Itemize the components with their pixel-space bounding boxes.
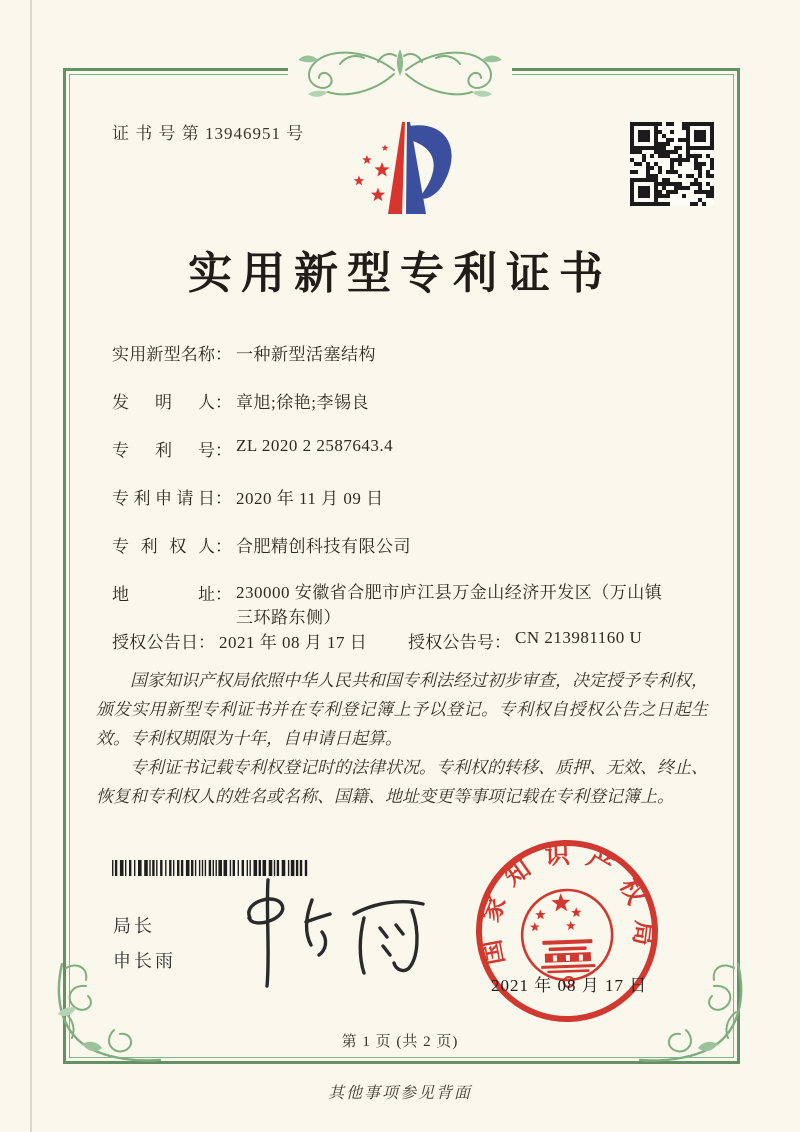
field-label: 授权公告日 <box>112 633 198 652</box>
field-value: ZL 2020 2 2587643.4 <box>236 436 394 455</box>
field-label: 发明人 <box>112 393 215 412</box>
field-value: 一种新型活塞结构 <box>236 345 376 364</box>
field-value <box>236 580 706 630</box>
field-colon: ： <box>215 345 232 364</box>
scan-edge-shadow <box>30 0 32 1132</box>
director-title: 局长 <box>113 916 155 936</box>
legal-paragraph-2: 专利证书记载专利权登记时的法律状况。专利权的转移、质押、无效、终止、恢复和专利权人的姓名或名称、国籍、地址变更等事项记载在专利登记簿上。 <box>96 758 708 806</box>
field-colon: ： <box>215 441 232 460</box>
field-row-utility-name <box>112 340 376 365</box>
certificate-number: 证 书 号 第 13946951 号 <box>112 124 305 143</box>
back-side-note: 其他事项参见背面 <box>327 1085 472 1102</box>
legal-text <box>96 666 708 811</box>
field-label: 专利申请日 <box>112 489 215 508</box>
field-label: 实用新型名称 <box>112 345 215 364</box>
official-seal <box>469 833 666 1030</box>
national-emblem-icon <box>529 892 596 974</box>
seal-date: 2021 年 08 月 17 日 <box>491 976 648 995</box>
field-colon: ： <box>215 393 232 412</box>
grant-number-value: CN 213981160 U <box>515 628 643 647</box>
field-row-patentee <box>112 532 411 557</box>
legal-paragraph-1: 国家知识产权局依照中华人民共和国专利法经过初步审查，决定授予专利权，颁发实用新型专利证书并在专利登记簿上予以登记。专利权自授权公告之日起生效。专利权期限为十年，自申请日起算。 <box>96 671 708 748</box>
address-line1: 230000 安徽省合肥市庐江县万金山经济开发区（万山镇 <box>236 583 663 602</box>
page-title: 实用新型专利证书 <box>188 249 612 298</box>
field-colon: ： <box>215 489 232 508</box>
cnipa-logo-icon <box>336 108 468 228</box>
corner-flourish-left-icon <box>50 960 164 1070</box>
director-signature-icon <box>226 872 441 997</box>
field-row-patent-number <box>112 436 393 461</box>
field-label: 专利号 <box>112 441 215 460</box>
field-colon: ： <box>215 537 232 556</box>
grant-number-group <box>408 628 642 653</box>
director-name: 申长雨 <box>113 951 176 971</box>
field-row-inventors <box>112 388 369 413</box>
qr-code <box>630 122 714 206</box>
page-number: 第 1 页 (共 2 页) <box>341 1034 459 1050</box>
field-label: 地址 <box>112 585 215 604</box>
field-row-grant <box>112 628 712 653</box>
field-colon: ： <box>215 585 232 604</box>
field-colon: ： <box>198 633 215 652</box>
field-row-address <box>112 580 706 630</box>
field-colon: ： <box>494 633 511 652</box>
field-value: 合肥精创科技有限公司 <box>236 537 411 556</box>
field-value: 2020 年 11 月 09 日 <box>236 489 384 508</box>
field-label: 授权公告号 <box>408 633 494 652</box>
seal-ring-text: 国家知识产权局 <box>475 841 658 967</box>
top-border-ornament-icon <box>282 40 518 104</box>
field-row-filing-date <box>112 484 384 509</box>
field-label: 专利权人 <box>112 537 215 556</box>
grant-date-value: 2021 年 08 月 17 日 <box>219 633 368 652</box>
field-value: 章旭;徐艳;李锡良 <box>236 393 369 412</box>
address-line2: 三环路东侧） <box>236 608 341 627</box>
